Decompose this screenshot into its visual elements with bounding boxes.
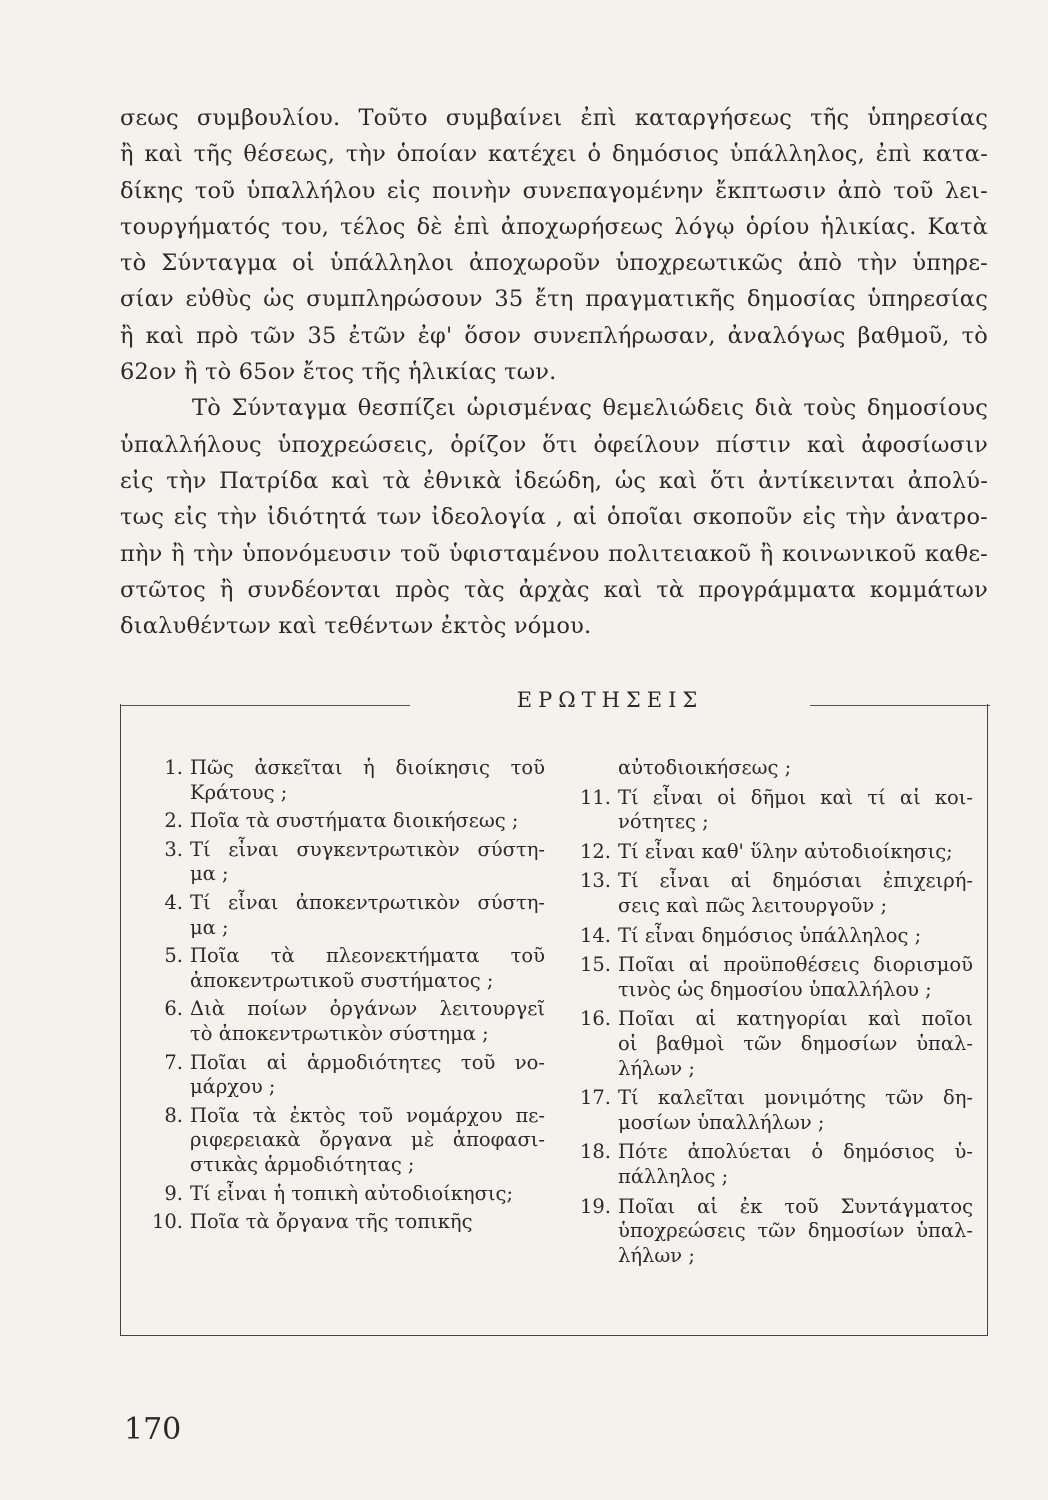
question-line: Ποῖα τὰ πλεονεκτήματα τοῦ [190, 944, 545, 968]
question-text [190, 944, 545, 993]
question-text [618, 1086, 973, 1135]
question-item [573, 1007, 973, 1081]
text-line: ἢ καὶ πρὸ τῶν 35 ἐτῶν ἐφ' ὅσον συνεπλήρωσαν, ἀναλόγως βαθμοῦ, τὸ [120, 322, 988, 349]
question-line: Πῶς ἀσκεῖται ἡ διοίκησις τοῦ [190, 756, 545, 779]
text-line: 62ον ἢ τὸ 65ον ἔτος τῆς ἡλικίας των. [120, 359, 557, 386]
question-line: οἱ βαθμοὶ τῶν δημοσίων ὑπαλ- [618, 1031, 973, 1055]
paragraph-1 [120, 100, 988, 390]
question-number: 2. [164, 809, 183, 833]
question-line: λήλων ; [618, 1243, 695, 1267]
question-text [618, 1140, 973, 1189]
question-line: πάλληλος ; [618, 1164, 729, 1188]
question-item [573, 756, 973, 781]
question-item [145, 756, 545, 805]
question-item [145, 944, 545, 993]
question-line: σεις καὶ πῶς λειτουργοῦν ; [618, 893, 888, 917]
text-line: ὑπαλλήλους ὑποχρεώσεις, ὁρίζον ὅτι ὀφείλουν πίστιν καὶ ἀφοσίωσιν [120, 431, 988, 458]
question-text [190, 809, 545, 834]
question-line: στικὰς ἁρμοδιότητας ; [190, 1152, 415, 1176]
question-item [573, 786, 973, 835]
question-line: Ποῖαι αἱ προϋποθέσεις διορισμοῦ [618, 953, 973, 977]
question-line: νότητες ; [618, 810, 709, 834]
question-line: μα ; [190, 862, 229, 886]
question-text [190, 1104, 545, 1178]
heading-rule-right [810, 705, 990, 706]
question-text [618, 924, 973, 949]
question-line: Ποῖα τὰ ὄργανα τῆς τοπικῆς [190, 1210, 473, 1234]
question-item [145, 1182, 545, 1207]
question-line: Ποῖα τὰ ἐκτὸς τοῦ νομάρχου πε- [190, 1103, 545, 1127]
question-line: ριφερειακὰ ὄργανα μὲ ἀποφασι- [190, 1128, 545, 1152]
question-number: 4. [164, 890, 183, 914]
question-line: Τί εἶναι καθ' ὕλην αὐτοδιοίκησις; [618, 839, 953, 863]
question-item [573, 1195, 973, 1269]
text-line: σεως συμβουλίου. Τοῦτο συμβαίνει ἐπὶ καταργήσεως τῆς ὑπηρεσίας [120, 105, 988, 131]
text-line: πὴν ἢ τὴν ὑπονόμευσιν τοῦ ὑφισταμένου πολιτειακοῦ ἢ κοινωνικοῦ καθε- [120, 540, 988, 567]
question-number: 8. [164, 1103, 183, 1127]
question-text [618, 1195, 973, 1269]
questions-left-column [145, 756, 545, 1239]
question-line: μοσίων ὑπαλλήλων ; [618, 1110, 825, 1134]
question-number: 13. [579, 869, 611, 893]
question-item [145, 1051, 545, 1100]
question-line: Ποῖα τὰ συστήματα διοικήσεως ; [190, 809, 519, 833]
question-text [618, 869, 973, 918]
question-number: 18. [579, 1140, 611, 1164]
question-item [145, 809, 545, 834]
questions-right-column [573, 756, 973, 1273]
question-line: Τί εἶναι ἀποκεντρωτικὸν σύστη- [190, 890, 545, 914]
question-line: τὸ ἀποκεντρωτικὸν σύστημα ; [190, 1021, 489, 1045]
question-item [573, 1086, 973, 1135]
question-number: 12. [579, 839, 611, 863]
question-line: Τί εἶναι ἡ τοπικὴ αὐτοδιοίκησις; [190, 1181, 514, 1205]
question-number: 14. [579, 923, 611, 947]
question-text [618, 1007, 973, 1081]
text-line: διαλυθέντων καὶ τεθέντων ἐκτὸς νόμου. [120, 613, 592, 640]
body-text [120, 100, 988, 644]
text-line: εἰς τὴν Πατρίδα καὶ τὰ ἐθνικὰ ἰδεώδη, ὡς καὶ ὅτι ἀντίκεινται ἀπολύ- [120, 467, 988, 494]
question-item [145, 1210, 545, 1235]
question-text [190, 1210, 545, 1235]
question-item [145, 838, 545, 887]
question-line: μα ; [190, 915, 229, 939]
question-line: μάρχου ; [190, 1075, 276, 1099]
question-line: Ποῖαι αἱ ἁρμοδιότητες τοῦ νο- [190, 1050, 545, 1074]
heading-rule-left [120, 705, 410, 706]
question-item [573, 869, 973, 918]
question-item [573, 953, 973, 1002]
question-line: Τί εἶναι αἱ δημόσιαι ἐπιχειρή- [618, 869, 973, 893]
question-text [190, 891, 545, 940]
question-line: ἀποκεντρωτικοῦ συστήματος ; [190, 968, 494, 992]
question-item [145, 891, 545, 940]
text-line: τως εἰς τὴν ἰδιότητά των ἰδεολογία , αἱ ὁποῖαι σκοποῦν εἰς τὴν ἀνατρο- [120, 504, 988, 531]
question-line: Τί εἶναι συγκεντρωτικὸν σύστη- [190, 837, 545, 861]
question-number: 16. [579, 1007, 611, 1031]
question-text [190, 756, 545, 805]
question-number: 7. [164, 1050, 183, 1074]
question-item [573, 924, 973, 949]
question-number: 1. [164, 756, 183, 779]
question-number: 15. [579, 953, 611, 977]
question-number: 19. [579, 1194, 611, 1218]
question-text [190, 1051, 545, 1100]
question-number: 6. [164, 997, 183, 1021]
text-line: τουργήματός του, τέλος δὲ ἐπὶ ἀποχωρήσεως λόγῳ ὁρίου ἡλικίας. Κατὰ [120, 213, 988, 240]
question-line: Πότε ἀπολύεται ὁ δημόσιος ὑ- [618, 1140, 973, 1164]
question-line: Ποῖαι αἱ κατηγορίαι καὶ ποῖοι [618, 1007, 973, 1031]
question-line: Τί εἶναι δημόσιος ὑπάλληλος ; [618, 923, 922, 947]
question-number: 5. [164, 944, 183, 968]
question-text [618, 953, 973, 1002]
question-text [190, 997, 545, 1046]
question-text [618, 786, 973, 835]
text-line: Τὸ Σύνταγμα θεσπίζει ὡρισμένας θεμελιώδεις διὰ τοὺς δημοσίους [192, 395, 988, 422]
text-line: σίαν εὐθὺς ὡς συμπληρώσουν 35 ἔτη πραγματικῆς δημοσίας ὑπηρεσίας [120, 286, 988, 313]
question-number: 11. [579, 785, 611, 809]
question-line: Κράτους ; [190, 780, 288, 804]
question-text [190, 1182, 545, 1207]
text-line: ἢ καὶ τῆς θέσεως, τὴν ὁποίαν κατέχει ὁ δημόσιος ὑπάλληλος, ἐπὶ κατα- [120, 141, 988, 168]
question-text [618, 756, 973, 781]
question-item [573, 840, 973, 865]
question-text [190, 838, 545, 887]
question-item [145, 1104, 545, 1178]
paragraph-2 [120, 390, 988, 644]
question-number: 9. [164, 1181, 183, 1205]
question-line: Ποῖαι αἱ ἐκ τοῦ Συντάγματος [618, 1194, 973, 1218]
question-text [618, 840, 973, 865]
question-line: Τί καλεῖται μονιμότης τῶν δη- [618, 1086, 973, 1110]
question-line: τινὸς ὡς δημοσίου ὑπαλλήλου ; [618, 977, 932, 1001]
questions-heading [120, 688, 988, 722]
question-item [145, 997, 545, 1046]
questions-title: ΕΡΩΤΗΣΕΙΣ [516, 688, 704, 712]
page-number: 170 [124, 1412, 182, 1447]
question-number: 17. [579, 1086, 611, 1110]
question-number: 10. [151, 1210, 183, 1234]
question-item [573, 1140, 973, 1189]
question-line: ὑποχρεώσεις τῶν δημοσίων ὑπαλ- [618, 1219, 973, 1243]
question-line: αὐτοδιοικήσεως ; [618, 756, 792, 779]
question-line: Τί εἶναι οἱ δῆμοι καὶ τί αἱ κοι- [618, 785, 973, 809]
question-number: 3. [164, 837, 183, 861]
text-line: δίκης τοῦ ὑπαλλήλου εἰς ποινὴν συνεπαγομένην ἔκπτωσιν ἀπὸ τοῦ λει- [120, 177, 988, 204]
question-line: Διὰ ποίων ὀργάνων λειτουργεῖ [190, 997, 545, 1021]
text-line: τὸ Σύνταγμα οἱ ὑπάλληλοι ἀποχωροῦν ὑποχρεωτικῶς ἀπὸ τὴν ὑπηρε- [120, 250, 988, 277]
text-line: στῶτος ἢ συνδέονται πρὸς τὰς ἀρχὰς καὶ τὰ προγράμματα κομμάτων [120, 576, 988, 603]
question-line: λήλων ; [618, 1056, 695, 1080]
